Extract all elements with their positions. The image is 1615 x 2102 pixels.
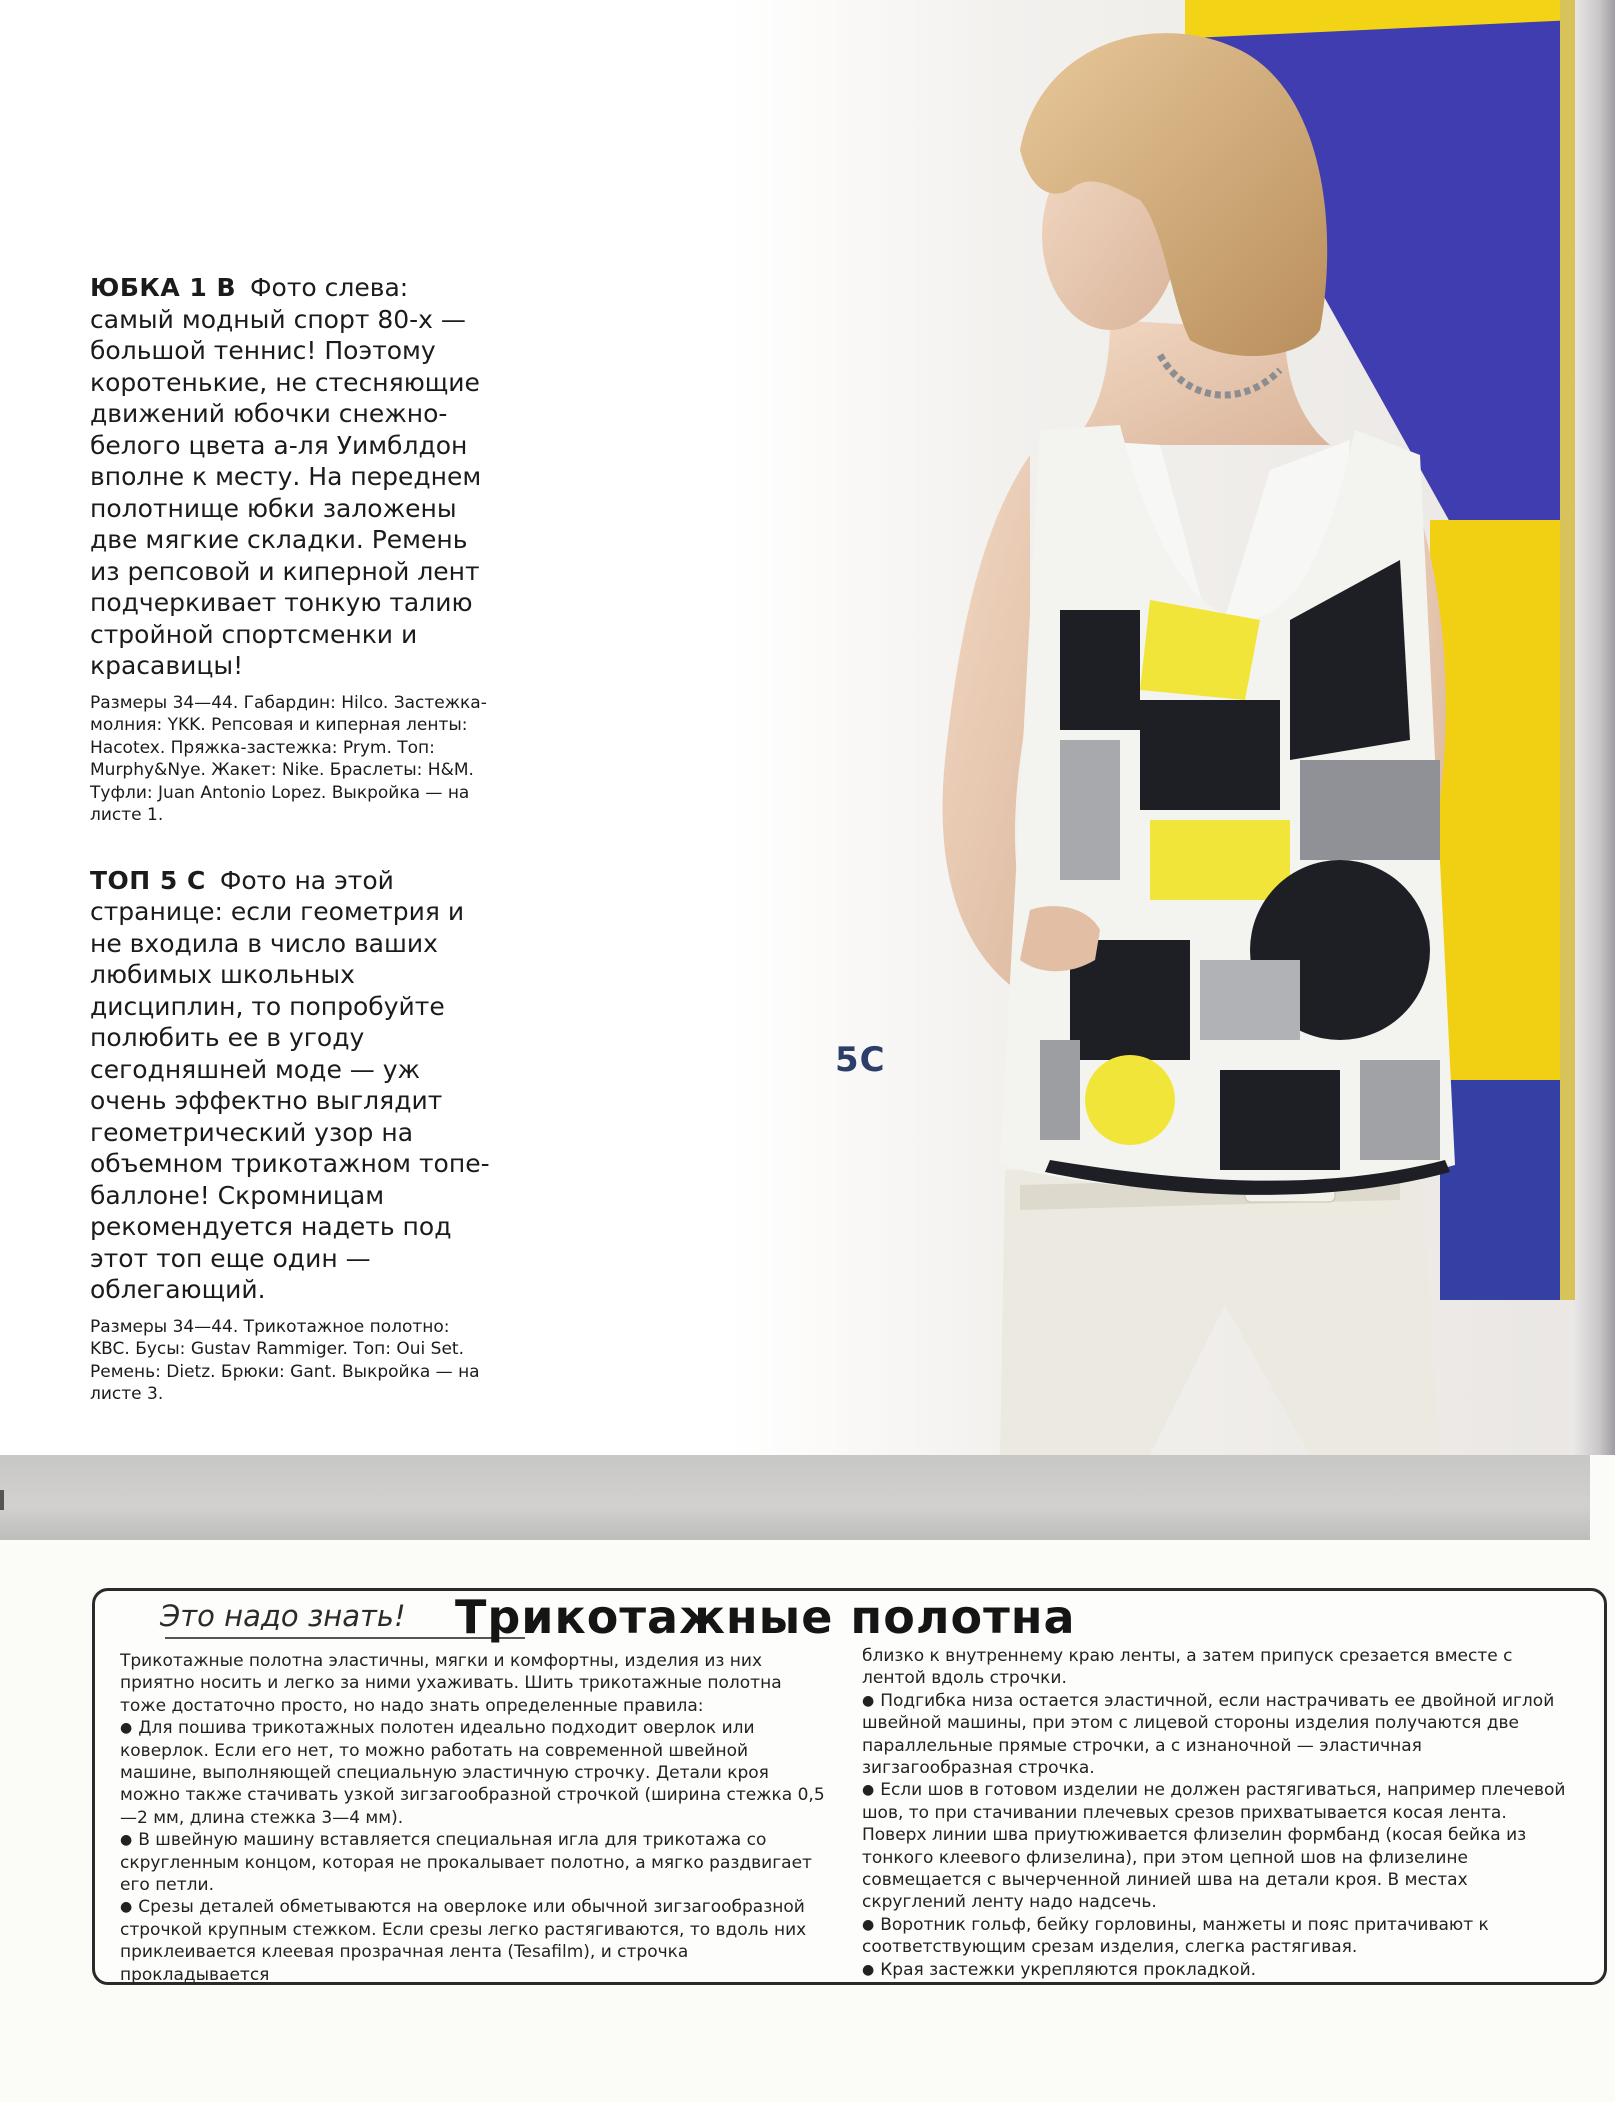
bullet-icon: ● [120, 1832, 133, 1849]
info-bullet: ● Если шов в готовом изделии не должен растягиваться, например плечевой шов, то при стачивании плечевых срезов прихватывается косая лента. Поверх линии шва приутюживается флизелин формбанд (косая бейка из тонкого клеевого флизелина), при этом цепной шов на флизелине совмещается с вычерченной линией шва на детали кроя. В местах скруглений ленту надо надсечь. [862, 1780, 1566, 1913]
info-bullet: ● Для пошива трикотажных полотен идеально подходит оверлок или коверлок. Если его нет, то можно работать на современной швейной машине, выполняющей специальную эластичную строчку. Детали кроя можно также стачивать узкой зигзагообразной строчкой (ширина стежка 0,5—2 мм, длина стежка 3—4 мм). [120, 1718, 825, 1828]
top-heading: ТОП 5 С [90, 865, 206, 895]
info-intro: Трикотажные полотна эластичны, мягки и комфортны, изделия из них приятно носить и легко за ними ухаживать. Шить трикотажные полотна тоже достаточно просто, но надо знать определенные правила: [120, 1651, 782, 1716]
top-details: Размеры 34—44. Трикотажное полотно: KBC. Бусы: Gustav Rammiger. Топ: Oui Set. Ремень: Dietz. Брюки: Gant. Выкройка — на листе 3. [90, 1316, 480, 1404]
edge-mark [0, 1490, 4, 1510]
page-spine [1575, 0, 1615, 1455]
bullet-icon: ● [120, 1720, 133, 1737]
photo-label: 5C [835, 1040, 886, 1080]
bullet-icon: ● [862, 1782, 875, 1799]
info-column-right [862, 1645, 1572, 1981]
yellow-panel-right [1430, 520, 1575, 1160]
description-column [90, 272, 490, 1444]
grey-band [0, 1455, 1590, 1540]
info-column-left [120, 1650, 830, 1986]
info-bullet: ● В швейную машину вставляется специальная игла для трикотажа со скругленным концом, которая не прокалывает полотно, а мягко раздвигает его петли. [120, 1830, 812, 1896]
skirt-lead: Фото слева: самый модный спорт 80-х — большой теннис! Поэтому коротенькие, не стесняющие движений юбочки снежно-белого цвета а-ля Уимблдон вполне к месту. На переднем полотнище юбки заложены две мягкие складки. Ремень из репсовой и киперной лент подчеркивает тонкую талию стройной спортсменки и красавицы! [90, 273, 482, 680]
top-description [90, 865, 490, 1306]
skirt-details: Размеры 34—44. Габардин: Hilco. Застежка-молния: YKK. Репсовая и киперная ленты: Hacotex. Пряжка-застежка: Prym. Топ: Murphy&Nye. Жакет: Nike. Браслеты: H&M. Туфли: Juan Antonio Lopez. Выкройка — на листе 1. [90, 692, 487, 825]
bullet-icon: ● [862, 1692, 875, 1709]
skirt-heading: ЮБКА 1 В [90, 273, 237, 302]
info-box-title: Трикотажные полотна [455, 1590, 1076, 1644]
blue-panel-bottom [1440, 1080, 1575, 1300]
info-box-kicker: Это надо знать! [160, 1599, 406, 1633]
info-bullet: ● Подгибка низа остается эластичной, если настрачивать ее двойной иглой швейной машины, при этом с лицевой стороны изделия получаются две параллельные прямые строчки, а с изнаночной — эластичная зигзагообразная строчка. [862, 1690, 1555, 1779]
bullet-icon: ● [862, 1916, 875, 1933]
info-bullet: ● Воротник гольф, бейку горловины, манжеты и пояс притачивают к соответствующим срезам изделия, слегка растягивая. [862, 1914, 1489, 1958]
skirt-description [90, 272, 490, 682]
top-lead: Фото на этой странице: если геометрия и не входила в число ваших любимых школьных дисциплин, то попробуйте полюбить ее в угоду сегодняшней моде — уж очень эффектно выглядит геометрический узор на объемном трикотажном топе-баллоне! Скромницам рекомендуется надеть под этот топ еще один — облегающий. [90, 865, 490, 1304]
info-bullet: ● Срезы деталей обметываются на оверлоке или обычной зигзагообразной строчкой крупным стежком. Если срезы легко растягиваются, то вдоль них приклеивается клеевая прозрачная лента (Tesafilm), и строчка прокладывается [120, 1897, 807, 1985]
bullet-icon: ● [120, 1899, 133, 1916]
info-continuation: близко к внутреннему краю ленты, а затем припуск срезается вместе с лентой вдоль строчки. [862, 1646, 1513, 1689]
info-bullet: ● Края застежки укрепляются прокладкой. [862, 1959, 1257, 1980]
bullet-icon: ● [862, 1961, 875, 1978]
